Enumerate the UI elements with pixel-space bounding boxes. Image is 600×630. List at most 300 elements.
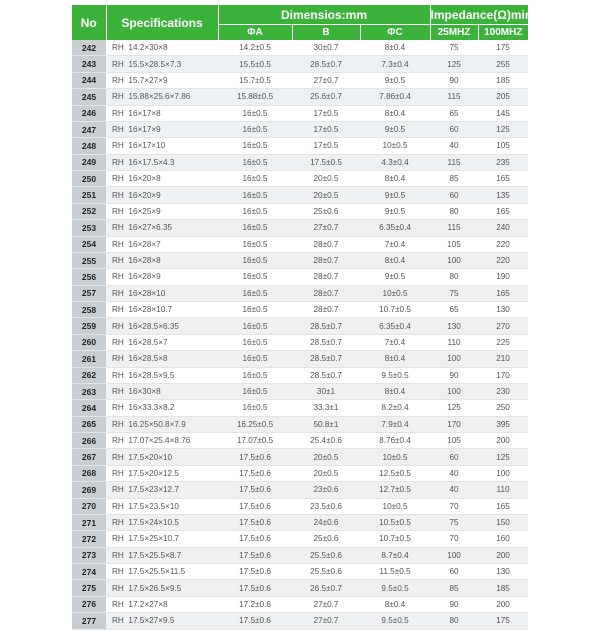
row-series-prefix: RH	[112, 206, 124, 216]
row-imp-25mhz: 85	[430, 580, 478, 596]
table-row	[72, 252, 528, 268]
row-imp-25mhz: 60	[430, 449, 478, 465]
row-imp-25mhz: 100	[430, 383, 478, 399]
row-dim-b: 17±0.5	[292, 105, 360, 121]
table-row	[72, 613, 528, 629]
row-size: 16×20×9	[128, 190, 161, 200]
row-specification	[106, 302, 218, 318]
row-imp-100mhz: 240	[478, 220, 528, 236]
row-dim-a: 16±0.5	[218, 400, 292, 416]
row-size: 16×28×7	[128, 239, 161, 249]
row-imp-100mhz: 255	[478, 56, 528, 72]
row-imp-25mhz: 80	[430, 613, 478, 629]
row-series-prefix: RH	[112, 354, 124, 364]
row-imp-100mhz: 145	[478, 105, 528, 121]
row-dim-b: 28±0.7	[292, 302, 360, 318]
table-row	[72, 302, 528, 318]
row-size: 17.5×20×10	[128, 452, 173, 462]
row-size: 16×17.5×4.3	[128, 157, 175, 167]
row-dim-b: 27±0.7	[292, 220, 360, 236]
row-size: 17.5×25.5×8.7	[128, 550, 182, 560]
row-dim-a: 17.07±0.5	[218, 433, 292, 449]
row-dim-a: 16±0.5	[218, 285, 292, 301]
row-specification	[106, 400, 218, 416]
row-imp-25mhz: 100	[430, 351, 478, 367]
row-dim-b: 24±0.6	[292, 514, 360, 530]
row-specification	[106, 56, 218, 72]
row-specification	[106, 121, 218, 137]
row-series-prefix: RH	[112, 616, 124, 626]
row-dim-b: 25.4±0.6	[292, 433, 360, 449]
row-imp-25mhz: 100	[430, 547, 478, 563]
row-dim-c: 10±0.5	[360, 285, 430, 301]
row-series-prefix: RH	[112, 337, 124, 347]
table-row	[72, 351, 528, 367]
header-col-c: ΦC	[360, 25, 430, 41]
row-number: 259	[72, 318, 106, 334]
row-series-prefix: RH	[112, 141, 124, 151]
row-imp-100mhz: 105	[478, 138, 528, 154]
row-number: 273	[72, 547, 106, 563]
row-dim-a: 16±0.5	[218, 269, 292, 285]
row-size: 16×28×10.7	[128, 305, 173, 315]
row-dim-c: 9±0.5	[360, 269, 430, 285]
row-imp-25mhz: 90	[430, 367, 478, 383]
row-dim-b: 25.5±0.6	[292, 547, 360, 563]
row-number: 252	[72, 203, 106, 219]
row-dim-b: 23±0.6	[292, 482, 360, 498]
row-dim-b: 28±0.7	[292, 269, 360, 285]
row-dim-c: 8±0.4	[360, 351, 430, 367]
row-imp-100mhz: 130	[478, 302, 528, 318]
row-number: 269	[72, 482, 106, 498]
row-series-prefix: RH	[112, 485, 124, 495]
row-number: 258	[72, 302, 106, 318]
row-dim-c: 10.7±0.5	[360, 531, 430, 547]
row-dim-a: 16±0.5	[218, 334, 292, 350]
row-specification	[106, 203, 218, 219]
row-dim-a: 16±0.5	[218, 154, 292, 170]
row-size: 16×17×8	[128, 108, 161, 118]
row-imp-25mhz: 115	[430, 89, 478, 105]
row-number: 265	[72, 416, 106, 432]
row-dim-b: 28.5±0.7	[292, 334, 360, 350]
row-size: 17.5×23×12.7	[128, 485, 179, 495]
table-row	[72, 154, 528, 170]
row-specification	[106, 564, 218, 580]
row-series-prefix: RH	[112, 75, 124, 85]
row-imp-25mhz: 85	[430, 171, 478, 187]
row-series-prefix: RH	[112, 534, 124, 544]
row-number: 260	[72, 334, 106, 350]
table-row	[72, 367, 528, 383]
row-dim-c: 9±0.5	[360, 187, 430, 203]
row-series-prefix: RH	[112, 59, 124, 69]
row-size: 14.2×30×8	[128, 43, 168, 53]
row-number: 274	[72, 564, 106, 580]
spec-table-container	[72, 5, 533, 630]
row-series-prefix: RH	[112, 321, 124, 331]
row-number: 276	[72, 596, 106, 612]
row-size: 16×28×10	[128, 288, 166, 298]
row-number: 263	[72, 383, 106, 399]
row-series-prefix: RH	[112, 370, 124, 380]
row-number: 266	[72, 433, 106, 449]
row-size: 15.7×27×9	[128, 75, 168, 85]
row-imp-100mhz: 235	[478, 154, 528, 170]
table-row	[72, 285, 528, 301]
row-dim-a: 17.5±0.6	[218, 531, 292, 547]
row-imp-100mhz: 210	[478, 351, 528, 367]
row-dim-b: 28±0.7	[292, 252, 360, 268]
row-series-prefix: RH	[112, 190, 124, 200]
row-number: 250	[72, 171, 106, 187]
row-dim-c: 7±0.4	[360, 236, 430, 252]
row-dim-a: 14.2±0.5	[218, 40, 292, 56]
row-number: 253	[72, 220, 106, 236]
row-specification	[106, 531, 218, 547]
row-dim-c: 9.5±0.5	[360, 367, 430, 383]
row-imp-100mhz: 175	[478, 613, 528, 629]
row-dim-a: 16±0.5	[218, 351, 292, 367]
row-size: 16×28.5×6.35	[128, 321, 179, 331]
row-dim-a: 16±0.5	[218, 302, 292, 318]
row-dim-a: 17.5±0.6	[218, 482, 292, 498]
row-imp-100mhz: 170	[478, 367, 528, 383]
row-dim-b: 25.5±0.6	[292, 564, 360, 580]
row-number: 277	[72, 613, 106, 629]
row-dim-c: 6.35±0.4	[360, 318, 430, 334]
row-specification	[106, 351, 218, 367]
row-imp-25mhz: 40	[430, 138, 478, 154]
row-dim-a: 17.5±0.6	[218, 564, 292, 580]
row-dim-a: 16±0.5	[218, 138, 292, 154]
row-number: 248	[72, 138, 106, 154]
row-dim-a: 15.7±0.5	[218, 72, 292, 88]
row-imp-100mhz: 100	[478, 465, 528, 481]
row-imp-100mhz: 165	[478, 171, 528, 187]
row-dim-a: 16±0.5	[218, 171, 292, 187]
row-dim-b: 23.5±0.6	[292, 498, 360, 514]
row-dim-c: 9.5±0.5	[360, 613, 430, 629]
table-row	[72, 416, 528, 432]
table-row	[72, 138, 528, 154]
row-imp-100mhz: 220	[478, 236, 528, 252]
row-dim-a: 17.5±0.6	[218, 498, 292, 514]
row-dim-b: 33.3±1	[292, 400, 360, 416]
table-row	[72, 482, 528, 498]
row-dim-b: 27±0.7	[292, 613, 360, 629]
specifications-table	[72, 5, 533, 630]
row-series-prefix: RH	[112, 599, 124, 609]
row-specification	[106, 498, 218, 514]
row-imp-25mhz: 125	[430, 56, 478, 72]
row-size: 17.5×25.5×11.5	[128, 567, 186, 577]
table-row	[72, 580, 528, 596]
row-imp-100mhz: 110	[478, 482, 528, 498]
row-specification	[106, 367, 218, 383]
row-specification	[106, 449, 218, 465]
row-imp-25mhz: 60	[430, 564, 478, 580]
header-col-25mhz: 25MHZ	[430, 25, 478, 41]
row-dim-c: 12.7±0.5	[360, 482, 430, 498]
row-imp-25mhz: 125	[430, 400, 478, 416]
row-dim-b: 26.5±0.7	[292, 580, 360, 596]
row-imp-100mhz: 230	[478, 383, 528, 399]
row-imp-100mhz: 250	[478, 400, 528, 416]
table-row	[72, 187, 528, 203]
row-size: 15.88×25.6×7.86	[128, 92, 191, 102]
row-series-prefix: RH	[112, 108, 124, 118]
row-number: 271	[72, 514, 106, 530]
table-row	[72, 383, 528, 399]
row-imp-25mhz: 65	[430, 105, 478, 121]
row-dim-c: 10.5±0.5	[360, 514, 430, 530]
row-imp-100mhz: 165	[478, 203, 528, 219]
row-series-prefix: RH	[112, 125, 124, 135]
row-series-prefix: RH	[112, 387, 124, 397]
table-row	[72, 89, 528, 105]
table-row	[72, 318, 528, 334]
row-dim-c: 4.3±0.4	[360, 154, 430, 170]
row-series-prefix: RH	[112, 501, 124, 511]
row-number: 268	[72, 465, 106, 481]
row-dim-c: 9±0.5	[360, 72, 430, 88]
row-size: 17.2×27×8	[128, 599, 168, 609]
row-dim-c: 12.5±0.5	[360, 465, 430, 481]
row-size: 17.5×26.5×9.5	[128, 583, 182, 593]
row-dim-c: 8.76±0.4	[360, 433, 430, 449]
row-dim-b: 25±0.6	[292, 531, 360, 547]
row-size: 16×20×8	[128, 174, 161, 184]
table-row	[72, 105, 528, 121]
row-dim-a: 16±0.5	[218, 187, 292, 203]
row-dim-a: 17.5±0.6	[218, 514, 292, 530]
row-dim-a: 15.88±0.5	[218, 89, 292, 105]
row-series-prefix: RH	[112, 223, 124, 233]
table-row	[72, 531, 528, 547]
row-dim-c: 8.2±0.4	[360, 400, 430, 416]
row-number: 242	[72, 40, 106, 56]
row-imp-100mhz: 135	[478, 187, 528, 203]
row-imp-25mhz: 115	[430, 154, 478, 170]
row-series-prefix: RH	[112, 305, 124, 315]
table-row	[72, 72, 528, 88]
row-imp-100mhz: 165	[478, 498, 528, 514]
table-row	[72, 203, 528, 219]
row-dim-b: 28.5±0.7	[292, 56, 360, 72]
row-dim-b: 17±0.5	[292, 138, 360, 154]
row-imp-100mhz: 200	[478, 596, 528, 612]
row-dim-b: 28±0.7	[292, 236, 360, 252]
row-size: 17.5×24×10.5	[128, 518, 179, 528]
row-number: 272	[72, 531, 106, 547]
row-dim-b: 20±0.5	[292, 449, 360, 465]
row-specification	[106, 383, 218, 399]
row-dim-c: 10±0.5	[360, 449, 430, 465]
row-dim-c: 7.3±0.4	[360, 56, 430, 72]
row-dim-b: 28.5±0.7	[292, 351, 360, 367]
row-dim-b: 25.6±0.7	[292, 89, 360, 105]
row-specification	[106, 138, 218, 154]
row-imp-100mhz: 220	[478, 252, 528, 268]
row-series-prefix: RH	[112, 468, 124, 478]
table-row	[72, 547, 528, 563]
row-specification	[106, 220, 218, 236]
row-specification	[106, 596, 218, 612]
row-imp-25mhz: 65	[430, 302, 478, 318]
row-specification	[106, 252, 218, 268]
table-row	[72, 498, 528, 514]
row-specification	[106, 416, 218, 432]
row-imp-25mhz: 40	[430, 482, 478, 498]
row-size: 16×28×8	[128, 256, 161, 266]
row-number: 245	[72, 89, 106, 105]
row-size: 16×27×6.35	[128, 223, 173, 233]
row-series-prefix: RH	[112, 583, 124, 593]
row-number: 254	[72, 236, 106, 252]
row-number: 257	[72, 285, 106, 301]
row-number: 247	[72, 121, 106, 137]
row-number: 256	[72, 269, 106, 285]
row-series-prefix: RH	[112, 174, 124, 184]
row-imp-25mhz: 90	[430, 72, 478, 88]
row-number: 249	[72, 154, 106, 170]
row-number: 243	[72, 56, 106, 72]
row-specification	[106, 334, 218, 350]
row-size: 16×30×8	[128, 387, 161, 397]
table-row	[72, 171, 528, 187]
header-row-top	[72, 5, 528, 25]
row-dim-b: 28.5±0.7	[292, 367, 360, 383]
row-imp-25mhz: 110	[430, 334, 478, 350]
table-row	[72, 449, 528, 465]
row-imp-25mhz: 90	[430, 596, 478, 612]
row-number: 246	[72, 105, 106, 121]
table-body	[72, 40, 528, 629]
table-row	[72, 514, 528, 530]
row-imp-100mhz: 270	[478, 318, 528, 334]
row-series-prefix: RH	[112, 419, 124, 429]
table-row	[72, 433, 528, 449]
row-specification	[106, 580, 218, 596]
row-dim-a: 17.5±0.6	[218, 580, 292, 596]
row-imp-100mhz: 200	[478, 433, 528, 449]
row-imp-100mhz: 395	[478, 416, 528, 432]
row-series-prefix: RH	[112, 43, 124, 53]
table-row	[72, 596, 528, 612]
row-series-prefix: RH	[112, 288, 124, 298]
row-size: 16.25×50.8×7.9	[128, 419, 186, 429]
row-dim-a: 16±0.5	[218, 105, 292, 121]
row-imp-25mhz: 75	[430, 285, 478, 301]
row-dim-b: 20±0.5	[292, 187, 360, 203]
table-row	[72, 236, 528, 252]
row-series-prefix: RH	[112, 436, 124, 446]
row-series-prefix: RH	[112, 157, 124, 167]
row-imp-100mhz: 125	[478, 121, 528, 137]
row-imp-100mhz: 185	[478, 72, 528, 88]
row-size: 16×28×9	[128, 272, 161, 282]
row-dim-a: 16±0.5	[218, 367, 292, 383]
row-size: 16×17×9	[128, 125, 161, 135]
row-specification	[106, 171, 218, 187]
row-imp-100mhz: 200	[478, 547, 528, 563]
row-imp-25mhz: 60	[430, 187, 478, 203]
row-series-prefix: RH	[112, 567, 124, 577]
row-specification	[106, 547, 218, 563]
row-dim-c: 7±0.4	[360, 334, 430, 350]
row-dim-c: 9±0.5	[360, 203, 430, 219]
row-specification	[106, 187, 218, 203]
row-specification	[106, 236, 218, 252]
row-number: 270	[72, 498, 106, 514]
row-dim-c: 8±0.4	[360, 596, 430, 612]
row-imp-25mhz: 115	[430, 220, 478, 236]
row-number: 264	[72, 400, 106, 416]
row-dim-c: 7.86±0.4	[360, 89, 430, 105]
header-col-a: ΦA	[218, 25, 292, 41]
row-specification	[106, 72, 218, 88]
table-row	[72, 465, 528, 481]
row-dim-b: 50.8±1	[292, 416, 360, 432]
table-row	[72, 400, 528, 416]
row-dim-a: 16±0.5	[218, 236, 292, 252]
row-imp-100mhz: 190	[478, 269, 528, 285]
row-series-prefix: RH	[112, 403, 124, 413]
header-col-100mhz: 100MHZ	[478, 25, 528, 41]
table-row	[72, 56, 528, 72]
row-dim-b: 25±0.6	[292, 203, 360, 219]
row-dim-a: 15.5±0.5	[218, 56, 292, 72]
row-dim-c: 10.7±0.5	[360, 302, 430, 318]
table-row	[72, 121, 528, 137]
row-number: 275	[72, 580, 106, 596]
row-imp-25mhz: 80	[430, 269, 478, 285]
row-number: 251	[72, 187, 106, 203]
row-dim-b: 17±0.5	[292, 121, 360, 137]
row-number: 262	[72, 367, 106, 383]
row-dim-b: 28.5±0.7	[292, 318, 360, 334]
row-dim-c: 8±0.4	[360, 40, 430, 56]
row-dim-a: 16±0.5	[218, 383, 292, 399]
row-number: 244	[72, 72, 106, 88]
row-specification	[106, 433, 218, 449]
row-specification	[106, 465, 218, 481]
row-imp-25mhz: 75	[430, 40, 478, 56]
row-imp-100mhz: 150	[478, 514, 528, 530]
row-dim-c: 11.5±0.5	[360, 564, 430, 580]
row-size: 16×28.5×7	[128, 337, 168, 347]
row-dim-a: 16±0.5	[218, 220, 292, 236]
row-imp-25mhz: 170	[430, 416, 478, 432]
row-dim-c: 7.9±0.4	[360, 416, 430, 432]
row-specification	[106, 285, 218, 301]
row-dim-a: 16±0.5	[218, 318, 292, 334]
row-dim-b: 20±0.5	[292, 465, 360, 481]
row-dim-b: 20±0.5	[292, 171, 360, 187]
row-specification	[106, 482, 218, 498]
row-imp-25mhz: 70	[430, 531, 478, 547]
header-no: No	[72, 5, 106, 40]
row-dim-c: 8±0.4	[360, 252, 430, 268]
row-size: 16×28.5×9.5	[128, 370, 175, 380]
header-specifications: Specifications	[106, 5, 218, 40]
row-size: 17.5×27×9.5	[128, 616, 175, 626]
row-size: 17.5×20×12.5	[128, 468, 179, 478]
header-col-b: B	[292, 25, 360, 41]
row-series-prefix: RH	[112, 550, 124, 560]
